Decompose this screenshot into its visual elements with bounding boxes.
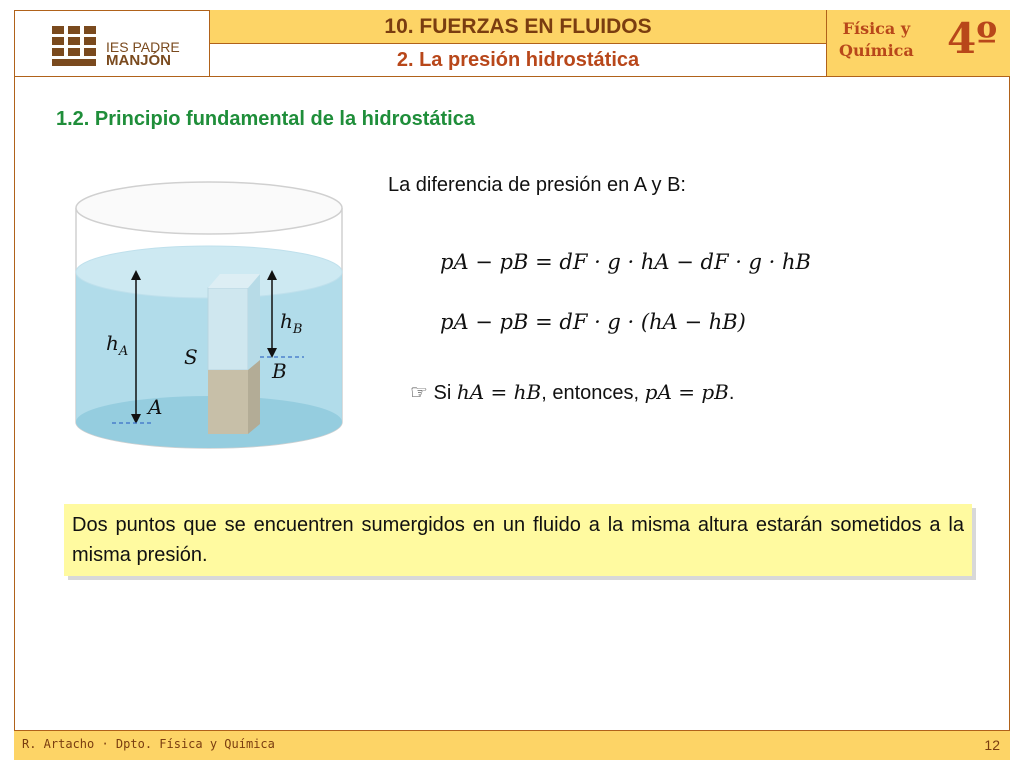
logo-text — [106, 40, 180, 68]
si-result: pA = pB — [644, 380, 729, 404]
logo-line-2: MANJÓN — [106, 52, 172, 69]
subject-line-2: Química — [839, 41, 914, 60]
equation-2 — [440, 310, 746, 334]
container-diagram — [60, 170, 360, 460]
label-s: S — [184, 345, 198, 369]
si-condition: hA = hB — [456, 380, 542, 404]
section-heading: 1.2. Principio fundamental de la hidrostática — [56, 108, 475, 130]
logo-icon — [52, 26, 98, 66]
header-divider — [14, 76, 1010, 77]
footer — [14, 730, 1010, 760]
conclusion-line — [410, 380, 734, 405]
equation-2-text: pA − pB = dF · g · (hA − hB) — [440, 310, 746, 334]
footer-author: R. Artacho · Dpto. Física y Química — [22, 737, 275, 751]
label-a: A — [148, 395, 163, 419]
subject-badge — [826, 10, 1010, 76]
equation-1-text: pA − pB = dF · g · hA − dF · g · hB — [440, 250, 811, 274]
section-title: 2. La presión hidrostática — [396, 48, 640, 71]
block-upper-front — [208, 288, 248, 370]
si-middle: , entonces, — [541, 382, 640, 404]
principle-callout: Dos puntos que se encuentren sumergidos en un fluido a la misma altura estarán sometidos a la misma presión. — [64, 504, 972, 576]
pointing-hand-icon: ☞ — [410, 382, 428, 404]
label-ha: $h_A$ — [106, 331, 129, 359]
school-logo — [14, 10, 210, 76]
label-b: B — [272, 359, 287, 383]
si-prefix: Si — [433, 382, 452, 404]
label-hb: $h_B$ — [280, 309, 303, 337]
subject-name — [839, 18, 914, 62]
page-number: 12 — [984, 737, 1000, 753]
header-titles — [210, 10, 826, 76]
grade-label: 4º — [947, 14, 998, 63]
block-lower-front — [208, 370, 248, 434]
unit-title: 10. FUERZAS EN FLUIDOS — [210, 10, 826, 44]
container-rim — [76, 182, 342, 234]
pressure-difference-label: La diferencia de presión en A y B: — [388, 174, 686, 196]
subject-line-1: Física y — [842, 19, 911, 38]
equation-1 — [440, 250, 811, 274]
si-end: . — [728, 382, 735, 404]
block-lower-side — [248, 360, 260, 434]
logo-line-1: IES PADRE — [106, 39, 180, 55]
block-upper-side — [248, 274, 260, 370]
